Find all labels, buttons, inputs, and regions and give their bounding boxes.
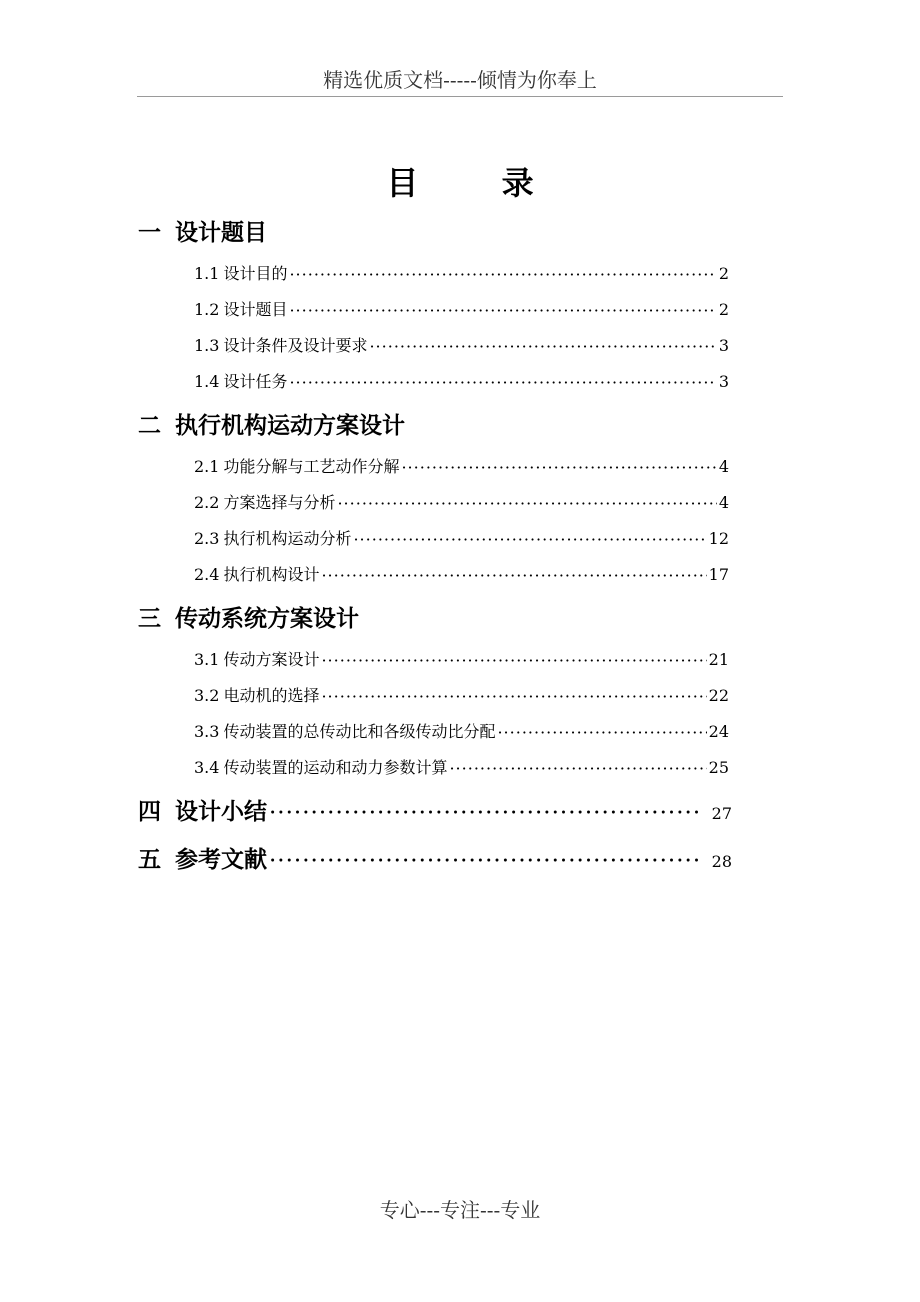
toc-chapter-5[interactable]	[138, 843, 732, 877]
section-title: 设计目的	[223, 264, 288, 283]
section-number: 3.3	[194, 722, 220, 741]
toc-section-3-4[interactable]	[194, 756, 729, 780]
page-number: 3	[718, 372, 729, 391]
section-number: 2.4	[194, 565, 220, 584]
dot-leader	[289, 263, 716, 279]
page-number: 27	[711, 804, 732, 823]
dot-leader	[497, 721, 706, 737]
chapter-title: 传动系统方案设计	[175, 605, 359, 632]
toc-chapter-4[interactable]	[138, 795, 732, 829]
page-number: 22	[708, 686, 729, 705]
page-number: 25	[708, 758, 729, 777]
dot-leader	[321, 564, 706, 580]
section-title: 方案选择与分析	[223, 493, 336, 512]
dot-leader	[401, 456, 716, 472]
section-title: 执行机构运动分析	[223, 529, 352, 548]
chapter-number: 一	[138, 219, 161, 246]
toc-section-1-4[interactable]	[194, 370, 729, 394]
section-number: 3.1	[194, 650, 220, 669]
section-title: 传动装置的运动和动力参数计算	[223, 758, 448, 777]
section-number: 1.3	[194, 336, 220, 355]
section-title: 传动方案设计	[223, 650, 320, 669]
dot-leader	[289, 299, 716, 315]
dot-leader	[321, 649, 706, 665]
page-number: 2	[718, 300, 729, 319]
section-title: 电动机的选择	[223, 686, 320, 705]
dot-leader	[269, 844, 702, 867]
toc-chapter-2[interactable]	[138, 409, 405, 443]
dot-leader	[337, 492, 716, 508]
page-number: 24	[708, 722, 729, 741]
chapter-title: 设计题目	[175, 219, 267, 246]
dot-leader	[321, 685, 706, 701]
dot-leader	[269, 796, 702, 819]
section-number: 3.4	[194, 758, 220, 777]
toc-chapter-1[interactable]	[138, 216, 267, 250]
toc-section-3-3[interactable]	[194, 720, 729, 744]
page-header: 精选优质文档-----倾情为你奉上	[137, 66, 783, 97]
page-number: 3	[718, 336, 729, 355]
chapter-number: 二	[138, 412, 161, 439]
section-title: 设计任务	[223, 372, 288, 391]
toc-section-2-3[interactable]	[194, 527, 729, 551]
page-number: 4	[718, 493, 729, 512]
dot-leader	[289, 371, 716, 387]
section-number: 1.4	[194, 372, 220, 391]
toc-section-1-3[interactable]	[194, 334, 729, 358]
page-number: 2	[718, 264, 729, 283]
toc-section-1-1[interactable]	[194, 262, 729, 286]
section-number: 2.2	[194, 493, 220, 512]
toc-section-3-1[interactable]	[194, 648, 729, 672]
chapter-number: 三	[138, 605, 161, 632]
chapter-number: 五	[138, 846, 161, 873]
dot-leader	[353, 528, 706, 544]
toc-section-2-1[interactable]	[194, 455, 729, 479]
section-number: 1.2	[194, 300, 220, 319]
section-title: 功能分解与工艺动作分解	[223, 457, 400, 476]
page-number: 12	[708, 529, 729, 548]
page-footer: 专心---专注---专业	[379, 1198, 541, 1222]
chapter-title: 参考文献	[175, 846, 267, 873]
chapter-title: 设计小结	[175, 798, 267, 825]
chapter-number: 四	[138, 798, 161, 825]
section-title: 设计题目	[223, 300, 288, 319]
page-number: 17	[708, 565, 729, 584]
chapter-title: 执行机构运动方案设计	[175, 412, 405, 439]
dot-leader	[449, 757, 706, 773]
dot-leader	[369, 335, 716, 351]
section-title: 传动装置的总传动比和各级传动比分配	[223, 722, 496, 741]
toc-section-2-2[interactable]	[194, 491, 729, 515]
section-number: 2.3	[194, 529, 220, 548]
section-number: 3.2	[194, 686, 220, 705]
section-title: 设计条件及设计要求	[223, 336, 368, 355]
section-number: 1.1	[194, 264, 220, 283]
page-number: 28	[711, 852, 732, 871]
page-number: 4	[718, 457, 729, 476]
page-number: 21	[708, 650, 729, 669]
section-title: 执行机构设计	[223, 565, 320, 584]
toc-title: 目 录	[386, 164, 570, 202]
toc-section-2-4[interactable]	[194, 563, 729, 587]
toc-chapter-3[interactable]	[138, 602, 359, 636]
toc-section-3-2[interactable]	[194, 684, 729, 708]
toc-section-1-2[interactable]	[194, 298, 729, 322]
section-number: 2.1	[194, 457, 220, 476]
